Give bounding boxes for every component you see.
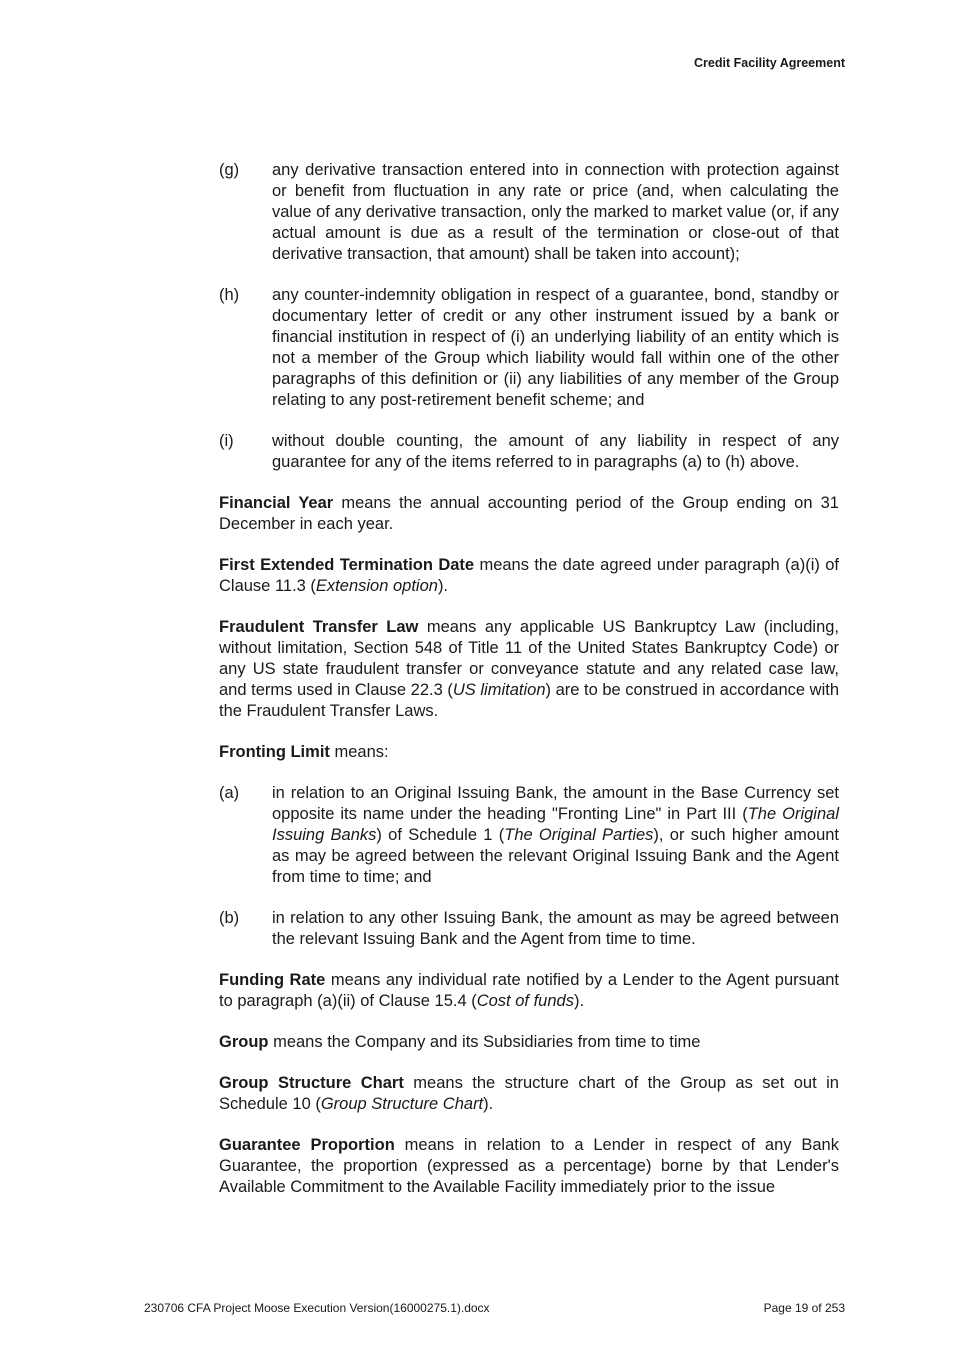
list-label: (a) (219, 784, 240, 802)
definition-group (219, 1032, 839, 1053)
list-text-part: in relation to an Original Issuing Bank, the amount in the Base Currency set opposite its name under the heading "Fronting Line" in Part III ( (272, 784, 839, 823)
list-text: without double counting, the amount of any liability in respect of any guarantee for any of the items referred to in paragraphs (a) to (h) above. (272, 432, 839, 471)
list-text: any counter-indemnity obligation in respect of a guarantee, bond, standby or documentary letter of credit or any other instrument issued by a bank or financial institution in respect of (i) an underlying liability of an entity which is not a member of the Group which liability would fall within one of the other paragraphs of this definition or (ii) any liabilities of any member of the Group relating to any post-retirement benefit scheme; and (272, 286, 839, 409)
list-label: (h) (219, 286, 240, 304)
clause-reference: US limitation (452, 681, 546, 699)
definition-text: ). (483, 1095, 494, 1113)
defined-term: Fronting Limit (219, 743, 330, 761)
list-label: (i) (219, 432, 234, 450)
definition-text: ) are to be construed in accordance with the Fraudulent Transfer Laws. (219, 681, 840, 720)
document-body (219, 160, 839, 1218)
list-text-part: ), or such higher amount as may be agreed between the relevant Original Issuing Bank and the Agent from time to time; and (272, 826, 840, 886)
defined-term: Group Structure Chart (219, 1074, 404, 1092)
definition-text: means any individual rate notified by a Lender to the Agent pursuant to paragraph (a)(ii) of Clause 15.4 ( (219, 971, 840, 1010)
clause-reference: Cost of funds (476, 992, 574, 1010)
list-text (272, 783, 839, 888)
footer-filename: 230706 CFA Project Moose Execution Version(16000275.1).docx (144, 1301, 490, 1315)
definition-text: means the annual accounting period of the Group ending on 31 December in each year. (219, 494, 839, 533)
list-item-b (219, 908, 839, 950)
list-label: (b) (219, 909, 240, 927)
definition-text: means any applicable US Bankruptcy Law (including, without limitation, Section 548 of Title 11 of the United States Bankruptcy Code) or any US state fraudulent transfer or conveyance statute and any related case law, and terms used in Clause 22.3 ( (219, 618, 840, 699)
list-text: any derivative transaction entered into in connection with protection against or benefit from fluctuation in any rate or price (and, when calculating the value of any derivative transaction, only the marked to market value (or, if any actual amount is due as a result of the termination or close-out of that derivative transaction, that amount) shall be taken into account); (272, 161, 839, 263)
definition-text: means the Company and its Subsidiaries from time to time (268, 1033, 701, 1051)
definition-guarantee-proportion (219, 1135, 839, 1198)
defined-term: Financial Year (219, 494, 334, 512)
list-text: in relation to any other Issuing Bank, the amount as may be agreed between the relevant Issuing Bank and the Agent from time to time. (272, 909, 839, 948)
definition-text: ). (437, 577, 449, 595)
clause-reference: The Original Parties (504, 826, 654, 844)
definition-first-extended-termination-date (219, 555, 839, 597)
definition-funding-rate (219, 970, 839, 1012)
defined-term: Fraudulent Transfer Law (219, 618, 419, 636)
list-item-a (219, 783, 839, 888)
list-item-i (219, 431, 839, 473)
list-text-part: ) of Schedule 1 ( (376, 826, 505, 844)
list-label: (g) (219, 161, 240, 179)
defined-term: Funding Rate (219, 971, 326, 989)
definition-group-structure-chart (219, 1073, 839, 1115)
definition-text: means in relation to a Lender in respect of any Bank Guarantee, the proportion (expressed as a percentage) borne by that Lender's Available Commitment to the Available Facility immediately prior to the issue (219, 1136, 839, 1196)
footer-page-number: Page 19 of 253 (763, 1301, 845, 1315)
definition-financial-year (219, 493, 839, 535)
definition-fraudulent-transfer-law (219, 617, 839, 722)
defined-term: Guarantee Proportion (219, 1136, 395, 1154)
clause-reference: Group Structure Chart (320, 1095, 484, 1113)
definition-fronting-limit (219, 742, 839, 763)
definition-text: means: (329, 743, 389, 761)
clause-reference: The Original Issuing Banks (272, 805, 839, 844)
definition-text: ). (573, 992, 585, 1010)
definition-text: means the date agreed under paragraph (a)(i) of Clause 11.3 ( (219, 556, 839, 595)
definition-text: means the structure chart of the Group as set out in Schedule 10 ( (219, 1074, 839, 1113)
list-item-h (219, 285, 839, 411)
defined-term: Group (219, 1033, 269, 1051)
clause-reference: Extension option (315, 577, 438, 595)
defined-term: First Extended Termination Date (219, 556, 475, 574)
list-item-g (219, 160, 839, 265)
document-header: Credit Facility Agreement (694, 56, 845, 70)
